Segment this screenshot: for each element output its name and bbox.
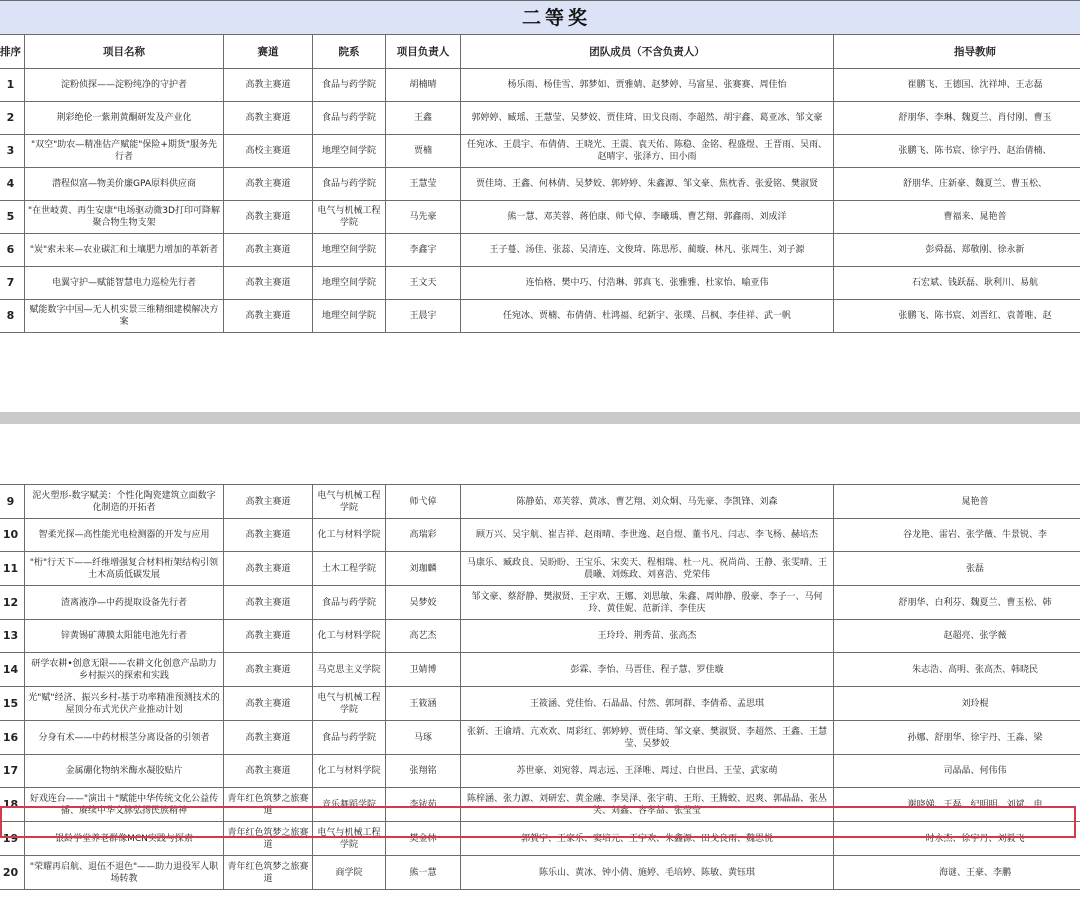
row-track: 高教主赛道 xyxy=(224,201,313,234)
row-seq: 14 xyxy=(0,653,25,687)
row-leader: 高瑞彩 xyxy=(386,519,461,552)
row-college: 地理空间学院 xyxy=(313,234,386,267)
table-row xyxy=(0,201,1080,234)
row-leader: 胡楠晴 xyxy=(386,69,461,102)
row-leader: 王晨宇 xyxy=(386,300,461,333)
row-advisors: 舒朋华、李琳、魏夏兰、肖付刚、曹玉 xyxy=(834,102,1080,135)
row-leader: 李铱茹 xyxy=(386,788,461,822)
row-leader: 马先豪 xyxy=(386,201,461,234)
row-members: 陈静茹、邓芙蓉、黄冰、曹艺翔、刘众烔、马先豪、李凯锋、刘森 xyxy=(461,485,834,519)
row-advisors: 曹福来、晁艳普 xyxy=(834,201,1080,234)
row-project: 荆彩绝伦一紫荆黄酮研发及产业化 xyxy=(25,102,224,135)
row-seq: 10 xyxy=(0,519,25,552)
row-track: 高教主赛道 xyxy=(224,168,313,201)
table-row xyxy=(0,69,1080,102)
row-advisors: 石宏斌、钱跃磊、耿利川、易航 xyxy=(834,267,1080,300)
row-leader: 王慧莹 xyxy=(386,168,461,201)
row-advisors: 海谜、王豪、李鹏 xyxy=(834,856,1080,890)
row-advisors: 晁艳普 xyxy=(834,485,1080,519)
row-advisors: 赵超亮、张学薇 xyxy=(834,620,1080,653)
row-seq: 9 xyxy=(0,485,25,519)
table-row xyxy=(0,552,1080,586)
row-advisors: 舒朋华、庄新豪、魏夏兰、曹玉松、 xyxy=(834,168,1080,201)
header-advisors: 指导教师 xyxy=(834,35,1080,69)
row-advisors: 崔鹏飞、王德国、沈祥坤、王志磊 xyxy=(834,69,1080,102)
award-table-bottom xyxy=(0,484,1080,890)
row-track: 高教主赛道 xyxy=(224,755,313,788)
row-leader: 吴梦姣 xyxy=(386,586,461,620)
row-advisors: 时永杰、徐宇丹、刘毅飞 xyxy=(834,822,1080,856)
row-members: 贾佳琦、王鑫、何林倩、吴梦姣、郭婷婷、朱鑫源、邹文豪、焦枕香、张爱铭、樊淑贤 xyxy=(461,168,834,201)
row-advisors: 彭舜磊、郑敬刚、徐永新 xyxy=(834,234,1080,267)
table-row xyxy=(0,135,1080,168)
row-track: 青年红色筑梦之旅赛道 xyxy=(224,856,313,890)
row-track: 高教主赛道 xyxy=(224,102,313,135)
row-advisors: 谢晓娣、王磊、纪明明、刘斌、申 xyxy=(834,788,1080,822)
row-project: 赋能数字中国—无人机实景三维精细建模解决方案 xyxy=(25,300,224,333)
row-seq: 11 xyxy=(0,552,25,586)
row-members: 陈乐山、黄冰、钟小倩、施婷、毛培婷、陈敏、黄钰琪 xyxy=(461,856,834,890)
row-college: 电气与机械工程学院 xyxy=(313,687,386,721)
sheet-bottom xyxy=(0,484,1080,909)
row-project: 研学农耕•创意无限——农耕文化创意产品助力乡村振兴的探索和实践 xyxy=(25,653,224,687)
table-row xyxy=(0,519,1080,552)
row-project: 电翼守护—赋能智慧电力巡检先行者 xyxy=(25,267,224,300)
row-college: 化工与材料学院 xyxy=(313,519,386,552)
row-college: 电气与机械工程学院 xyxy=(313,201,386,234)
row-seq: 7 xyxy=(0,267,25,300)
row-leader: 刘珈麟 xyxy=(386,552,461,586)
award-table-top xyxy=(0,0,1080,333)
row-seq: 13 xyxy=(0,620,25,653)
row-seq: 1 xyxy=(0,69,25,102)
table-row xyxy=(0,586,1080,620)
row-seq: 3 xyxy=(0,135,25,168)
row-seq: 12 xyxy=(0,586,25,620)
row-project: 金属硼化物纳米酶水凝胶贴片 xyxy=(25,755,224,788)
row-track: 高教主赛道 xyxy=(224,485,313,519)
header-track: 赛道 xyxy=(224,35,313,69)
header-seq: 排序 xyxy=(0,35,25,69)
row-project: 渣离液净—中药提取设备先行者 xyxy=(25,586,224,620)
row-track: 高教主赛道 xyxy=(224,620,313,653)
row-college: 电气与机械工程学院 xyxy=(313,822,386,856)
header-project: 项目名称 xyxy=(25,35,224,69)
row-members: 王玲玲、荆秀苗、张高杰 xyxy=(461,620,834,653)
row-project: 好戏连台——"演出＋"赋能中华传统文化公益传播、赓续中华文脉弘扬民族精神 xyxy=(25,788,224,822)
row-college: 地理空间学院 xyxy=(313,267,386,300)
row-leader: 师弋倬 xyxy=(386,485,461,519)
row-members: 连怡格、樊中巧、付浩琳、郭真飞、张雅雅、杜家怡、喻亚伟 xyxy=(461,267,834,300)
row-college: 食品与药学院 xyxy=(313,721,386,755)
table-row xyxy=(0,485,1080,519)
row-advisors: 张鹏飞、陈书宸、刘晋红、袁菁唯、赵 xyxy=(834,300,1080,333)
row-members: 彭霖、李怡、马晋佳、程子慧、罗佳璇 xyxy=(461,653,834,687)
row-members: 陈梓涵、张力源、刘研宏、黄金融、李昊泽、张宇萌、王珩、王腾蛟、迟爽、郭晶晶、张丛笑、刘鑫、容孝喆、张莹莹 xyxy=(461,788,834,822)
row-track: 青年红色筑梦之旅赛道 xyxy=(224,788,313,822)
row-members: 顾万兴、吴宇航、崔吉祥、赵雨晴、李世逸、赵自煜、董书凡、闫志、李飞杨、赫培杰 xyxy=(461,519,834,552)
row-project: "荣耀再启航、退伍不退色"——助力退役军人职场转教 xyxy=(25,856,224,890)
row-seq: 8 xyxy=(0,300,25,333)
row-college: 化工与材料学院 xyxy=(313,620,386,653)
row-college: 食品与药学院 xyxy=(313,168,386,201)
table-row xyxy=(0,822,1080,856)
row-college: 马克思主义学院 xyxy=(313,653,386,687)
header-leader: 项目负责人 xyxy=(386,35,461,69)
row-seq: 5 xyxy=(0,201,25,234)
row-track: 高教主赛道 xyxy=(224,687,313,721)
row-advisors: 谷龙艳、雷岩、张学薇、牛景锐、李 xyxy=(834,519,1080,552)
row-seq: 20 xyxy=(0,856,25,890)
row-leader: 樊金林 xyxy=(386,822,461,856)
row-track: 高教主赛道 xyxy=(224,267,313,300)
table-row xyxy=(0,653,1080,687)
row-project: 锌黄锡矿薄膜太阳能电池先行者 xyxy=(25,620,224,653)
row-leader: 高艺杰 xyxy=(386,620,461,653)
row-leader: 王文天 xyxy=(386,267,461,300)
row-track: 高教主赛道 xyxy=(224,69,313,102)
header-college: 院系 xyxy=(313,35,386,69)
row-college: 食品与药学院 xyxy=(313,69,386,102)
row-seq: 4 xyxy=(0,168,25,201)
table-row xyxy=(0,856,1080,890)
row-project: "双空"助农—精准估产赋能"保险+期货"服务先行者 xyxy=(25,135,224,168)
row-track: 高教主赛道 xyxy=(224,300,313,333)
row-project: "桁"行天下——纤维增强复合材料桁架结构引领土木高质低碳发展 xyxy=(25,552,224,586)
row-advisors: 张磊 xyxy=(834,552,1080,586)
row-members: 郭賀宇、王家乐、窦培元、王宇欢、朱鑫源、田戈良雨、魏思悦 xyxy=(461,822,834,856)
row-project: 智柔光探—高性能光电检测器的开发与应用 xyxy=(25,519,224,552)
row-project: 淀粉侦探——淀粉纯净的守护者 xyxy=(25,69,224,102)
row-members: 马康乐、臧政良、吴盼盼、王宝乐、宋奕天、程相瑞、杜一凡、祝尚尚、王静、张雯晴、王晨曦、刘炼政、刘喜浩、党荣伟 xyxy=(461,552,834,586)
row-college: 地理空间学院 xyxy=(313,300,386,333)
row-seq: 6 xyxy=(0,234,25,267)
row-leader: 熊一慧 xyxy=(386,856,461,890)
row-college: 化工与材料学院 xyxy=(313,755,386,788)
row-advisors: 刘玲棍 xyxy=(834,687,1080,721)
award-level-title: 二等奖 xyxy=(0,1,1080,35)
row-seq: 18 xyxy=(0,788,25,822)
table-row xyxy=(0,620,1080,653)
row-seq: 15 xyxy=(0,687,25,721)
row-track: 高教主赛道 xyxy=(224,586,313,620)
row-college: 地理空间学院 xyxy=(313,135,386,168)
row-project: 分身有术——中药材根茎分离设备的引领者 xyxy=(25,721,224,755)
row-project: 光"赋"经济、振兴乡村-基于功率精准预测技术的屋顶分布式光伏产业推动计划 xyxy=(25,687,224,721)
row-members: 王子蔓、汤佳、张蕊、吴清连、文俊琦、陈思彤、蔺璇、林凡、张周生、刘子源 xyxy=(461,234,834,267)
table-row xyxy=(0,267,1080,300)
table-row xyxy=(0,721,1080,755)
row-members: 任宛冰、贾楠、布倩倩、杜鸿福、纪新宇、张璞、吕枫、李佳祥、武一帆 xyxy=(461,300,834,333)
row-members: 邹文豪、蔡舒静、樊淑贤、王宇欢、王娜、刘思敏、朱鑫、周帅静、殷豪、李子一、马何玲、黄佳妮、范新洋、李佳庆 xyxy=(461,586,834,620)
row-college: 音乐舞蹈学院 xyxy=(313,788,386,822)
row-college: 食品与药学院 xyxy=(313,586,386,620)
row-advisors: 司晶晶、何伟伟 xyxy=(834,755,1080,788)
row-track: 高教主赛道 xyxy=(224,552,313,586)
row-seq: 16 xyxy=(0,721,25,755)
table-header-row xyxy=(0,35,1080,69)
row-members: 任宛冰、王晨宇、布倩倩、王晓光、王震、袁天佑、陈稳、金铭、程盛煜、王晋雨、吴雨、赵晴宇、张泽方、田小雨 xyxy=(461,135,834,168)
row-leader: 马琢 xyxy=(386,721,461,755)
row-project: 潜程似富—物美价廉GPA原料供应商 xyxy=(25,168,224,201)
row-track: 高教主赛道 xyxy=(224,653,313,687)
row-track: 高教主赛道 xyxy=(224,519,313,552)
row-college: 土木工程学院 xyxy=(313,552,386,586)
row-track: 青年红色筑梦之旅赛道 xyxy=(224,822,313,856)
sheet-top xyxy=(0,0,1080,335)
row-seq: 17 xyxy=(0,755,25,788)
table-row xyxy=(0,687,1080,721)
row-members: 熊一慧、邓芙蓉、蒋伯康、师弋倬、李曦瑀、曹艺翔、郭鑫雨、刘成洋 xyxy=(461,201,834,234)
row-track: 高教主赛道 xyxy=(224,234,313,267)
row-track: 高校主赛道 xyxy=(224,135,313,168)
table-row xyxy=(0,102,1080,135)
row-project: 泥火塑形-数字赋美：个性化陶瓷建筑立面数字化制造的开拓者 xyxy=(25,485,224,519)
table-row xyxy=(0,300,1080,333)
row-project: "在世岐黄、再生安康"电场驱动微3D打印可降解聚合物生物支架 xyxy=(25,201,224,234)
row-seq: 19 xyxy=(0,822,25,856)
row-members: 王筱涵、党佳怡、石晶晶、付然、郭珂群、李倩希、孟思琪 xyxy=(461,687,834,721)
row-advisors: 舒朋华、白利芬、魏夏兰、曹玉松、韩 xyxy=(834,586,1080,620)
row-leader: 王筱涵 xyxy=(386,687,461,721)
header-members: 团队成员（不含负责人） xyxy=(461,35,834,69)
table-row xyxy=(0,755,1080,788)
row-leader: 贾楠 xyxy=(386,135,461,168)
page-separator xyxy=(0,412,1080,424)
row-leader: 王鑫 xyxy=(386,102,461,135)
row-members: 苏世豪、刘宛蓉、周志远、王泽唯、周过、白世昌、王莹、武家萌 xyxy=(461,755,834,788)
row-project: 银龄学堂养老群像MCN实践与探索 xyxy=(25,822,224,856)
table-row-highlighted xyxy=(0,788,1080,822)
row-track: 高教主赛道 xyxy=(224,721,313,755)
row-seq: 2 xyxy=(0,102,25,135)
row-advisors: 朱志浩、高明、张高杰、韩晓民 xyxy=(834,653,1080,687)
row-leader: 李鑫宇 xyxy=(386,234,461,267)
row-college: 商学院 xyxy=(313,856,386,890)
row-leader: 张翔铭 xyxy=(386,755,461,788)
row-members: 张新、王谕靖、亢欢欢、周彩红、郭婷婷、贾佳琦、邹文豪、樊淑贤、李超然、王鑫、王慧莹、吴梦姣 xyxy=(461,721,834,755)
row-project: "炭"索未来—农业碳汇和土壤肥力增加的革新者 xyxy=(25,234,224,267)
row-college: 电气与机械工程学院 xyxy=(313,485,386,519)
row-leader: 卫婧博 xyxy=(386,653,461,687)
table-row xyxy=(0,234,1080,267)
row-members: 郭婷婷、臧瑶、王慧莹、吴梦姣、贾佳琦、田戈良雨、李超然、胡宇鑫、葛亚冰、邹文豪 xyxy=(461,102,834,135)
row-college: 食品与药学院 xyxy=(313,102,386,135)
table-row xyxy=(0,168,1080,201)
row-members: 杨乐雨、杨佳雪、郭梦如、贾雅婧、赵梦婷、马富星、张赛赛、周佳怡 xyxy=(461,69,834,102)
row-advisors: 孙娜、舒朋华、徐宇丹、王淼、梁 xyxy=(834,721,1080,755)
row-advisors: 张鹏飞、陈书宸、徐宇丹、赵治倩楠、 xyxy=(834,135,1080,168)
